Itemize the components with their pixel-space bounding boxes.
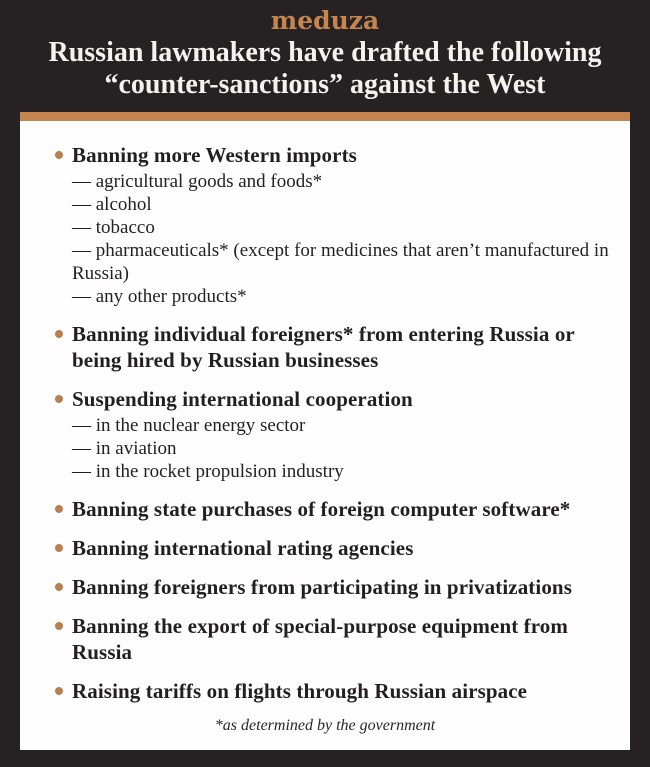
item-body <box>72 386 413 483</box>
list-item <box>55 574 614 600</box>
item-body <box>72 142 614 308</box>
list-item <box>55 142 614 308</box>
bullet-icon <box>55 505 63 513</box>
bullet-icon <box>55 544 63 552</box>
list-item <box>55 321 614 373</box>
list-item <box>55 386 614 483</box>
item-title: Banning international rating agencies <box>72 536 414 560</box>
meduza-logo: meduza <box>270 6 380 35</box>
title-line-1: Russian lawmakers have drafted the following <box>48 37 602 68</box>
item-title: Banning foreigners from participating in privatizations <box>72 575 572 599</box>
sub-items <box>72 414 413 483</box>
bullet-icon <box>55 583 63 591</box>
list-item <box>55 678 614 704</box>
item-body <box>72 613 614 665</box>
item-body <box>72 496 570 522</box>
bullet-icon <box>55 330 63 338</box>
bullet-icon <box>55 622 63 630</box>
sub-items <box>72 170 614 308</box>
sub-item: — alcohol <box>72 194 152 215</box>
list-item <box>55 496 614 522</box>
sanctions-list <box>20 121 630 704</box>
item-title: Banning more Western imports <box>72 143 357 167</box>
content-card <box>20 112 630 750</box>
sub-item: — pharmaceuticals* (except for medicines that aren’t manufactured in Russia) <box>72 240 609 284</box>
item-title: Banning the export of special-purpose equipment from Russia <box>72 614 568 664</box>
bullet-icon <box>55 151 63 159</box>
header <box>0 0 650 101</box>
item-title: Raising tariffs on flights through Russian airspace <box>72 679 528 703</box>
bullet-icon <box>55 687 63 695</box>
sub-item: — in the nuclear energy sector <box>72 415 306 436</box>
item-body <box>72 321 614 373</box>
sub-item: — any other products* <box>72 286 247 307</box>
item-title: Banning individual foreigners* from entering Russia or being hired by Russian businesses <box>72 322 575 372</box>
list-item <box>55 535 614 561</box>
title-line-2: “counter-sanctions” against the West <box>104 69 546 100</box>
item-title: Banning state purchases of foreign computer software* <box>72 497 571 521</box>
item-body <box>72 574 572 600</box>
item-body <box>72 678 527 704</box>
sub-item: — tobacco <box>72 217 155 238</box>
sub-item: — agricultural goods and foods* <box>72 171 323 192</box>
item-body <box>72 535 413 561</box>
bullet-icon <box>55 395 63 403</box>
sub-item: — in aviation <box>72 438 177 459</box>
page-title <box>0 37 650 101</box>
item-title: Suspending international cooperation <box>72 387 413 411</box>
sub-item: — in the rocket propulsion industry <box>72 461 344 482</box>
list-item <box>55 613 614 665</box>
footnote: *as determined by the government <box>214 717 436 734</box>
